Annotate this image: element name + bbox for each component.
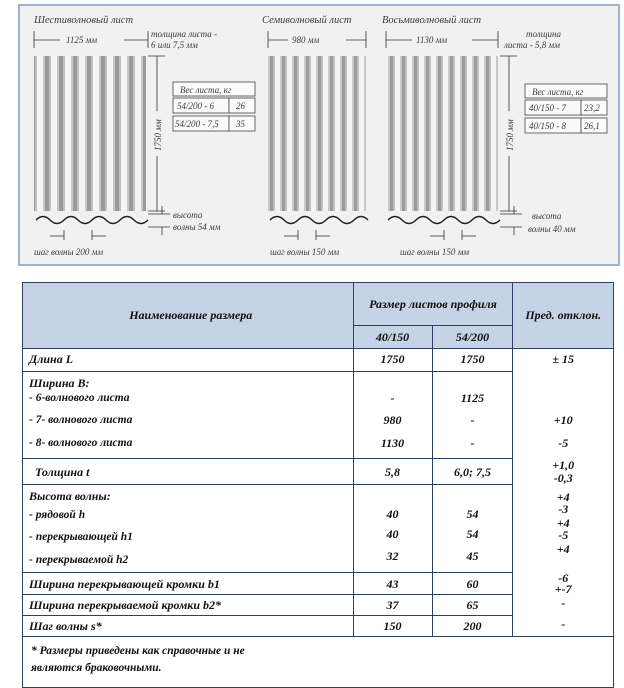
row-width-tol — [513, 372, 614, 459]
cell-text: 45 — [466, 549, 479, 563]
sheet2-wave-profile — [270, 217, 368, 224]
sheet2-image — [268, 56, 366, 211]
cell-text: Ширина перекрываемой кромки b2* — [29, 598, 222, 612]
row-length-name — [23, 349, 354, 372]
cell-text: - — [561, 616, 566, 631]
cell-text: 43 — [386, 576, 399, 591]
cell-text: 200 — [463, 619, 482, 633]
sheet1-weight-row2-value: 35 — [236, 119, 245, 129]
sheet-diagram — [20, 6, 622, 268]
row-thickness-tol — [513, 459, 614, 485]
header-col-a: 40/150 — [353, 326, 432, 349]
row-step-a — [353, 616, 432, 637]
sheet3-wave-profile — [388, 217, 500, 224]
cell-text: Ширина перекрывающей кромки b1 — [29, 576, 220, 591]
row-height-b — [432, 485, 513, 573]
cell-text: ± 15 — [552, 352, 575, 366]
table-row — [23, 459, 614, 485]
cell-text: +10 — [553, 412, 573, 427]
cell-text: Шаг волны s* — [29, 619, 102, 633]
header-tolerance: Пред. отклон. — [513, 283, 614, 349]
sheet1-wave-profile — [36, 217, 148, 224]
sheet1-weight-row1-type: 54/200 - 6 — [177, 101, 214, 111]
cell-text: Высота волны: — [29, 489, 111, 503]
row-step-name — [23, 616, 354, 637]
cell-text: 40 — [386, 507, 399, 521]
cell-text — [354, 376, 432, 391]
cell-text: 54 — [466, 527, 479, 541]
row-thickness-a — [353, 459, 432, 485]
sheet1-title: Шестиволновый лист — [34, 15, 134, 26]
footnote-line: * Размеры приведены как справочные и не — [31, 645, 245, 657]
profile-size-table — [22, 282, 614, 688]
row-step-b — [432, 616, 513, 637]
sheet1-step-label: шаг волны 200 мм — [34, 247, 104, 257]
cell-text: 40 — [386, 527, 399, 541]
row-length-tol — [513, 349, 614, 372]
row-height-name — [23, 485, 354, 573]
cell-text: - — [470, 436, 475, 450]
cell-text: -0,3 — [553, 470, 573, 485]
cell-text: -6 — [558, 570, 569, 585]
sheet3-length-label: 1750 мм — [505, 119, 515, 151]
sheet1-height-label-1: высота — [173, 210, 203, 220]
cell-text: -5 — [558, 527, 569, 542]
cell-text: 980 — [383, 413, 402, 427]
header-col-b: 54/200 — [432, 326, 513, 349]
cell-text: - перекрываемой h2 — [29, 554, 129, 566]
sheet1-weight-row2-type: 54/200 - 7,5 — [175, 119, 219, 129]
sheet1-thickness-label-2: 6 или 7,5 мм — [151, 40, 198, 50]
row-b2-a — [353, 595, 432, 616]
row-thickness-name — [23, 459, 354, 485]
row-height-tol — [513, 485, 614, 573]
cell-text — [513, 376, 613, 391]
sheet1-height-label-2: волны 54 мм — [173, 222, 221, 232]
cell-text — [433, 376, 513, 391]
cell-text: -5 — [558, 435, 569, 450]
cell-text: Ширина В: — [29, 376, 90, 390]
row-b1-b — [432, 573, 513, 595]
row-step-tol — [513, 616, 614, 637]
cell-text: Толщина t — [35, 464, 90, 479]
row-b2-name — [23, 595, 354, 616]
sheet1-weight-header: Вес листа, кг — [180, 85, 232, 95]
row-width-b — [432, 372, 513, 459]
footnote-line: являются браковочными. — [31, 662, 162, 674]
cell-text: +4 — [556, 489, 570, 504]
cell-text: - рядовой h — [29, 509, 86, 521]
cell-text: - 8- волнового листа — [29, 437, 133, 449]
table-row — [23, 573, 614, 595]
cell-text: 1125 — [460, 391, 485, 405]
cell-text: +-7 — [554, 581, 572, 596]
cell-text: 6,0; 7,5 — [453, 464, 491, 479]
row-b1-a — [353, 573, 432, 595]
cell-text: - 7- волнового листа — [29, 414, 133, 426]
cell-text: 32 — [386, 549, 399, 563]
table-row — [23, 595, 614, 616]
sheet3-weight-row1-value: 23,2 — [584, 103, 600, 113]
sheet3-height-label-1: высота — [532, 211, 562, 221]
sheet3-weight-header: Вес листа, кг — [532, 87, 584, 97]
row-b2-tol — [513, 595, 614, 616]
sheet3-thickness-label-1: толщина — [526, 29, 561, 39]
sheet3-weight-row2-type: 40/150 - 8 — [529, 121, 566, 131]
sheet3-thickness-label-2: листа - 5,8 мм — [504, 40, 561, 50]
sheet1-thickness-label-1: толщина листа - — [151, 29, 217, 39]
cell-text: - 6-волнового листа — [29, 392, 130, 404]
sheet3-title: Восьмиволновый лист — [382, 15, 482, 26]
cell-text — [433, 488, 513, 504]
row-height-a — [353, 485, 432, 573]
table-row — [23, 349, 614, 372]
row-width-a — [353, 372, 432, 459]
cell-text: +1,0 — [552, 457, 575, 472]
header-size-group: Размер листов профиля — [353, 283, 513, 326]
cell-text: 1750 — [380, 352, 405, 366]
cell-text: 5,8 — [385, 464, 400, 479]
row-b1-tol — [513, 570, 614, 596]
cell-text: 1130 — [380, 436, 405, 450]
sheet2-width-label: 980 мм — [292, 35, 320, 45]
cell-text: - — [470, 413, 475, 427]
cell-text: 54 — [466, 507, 479, 521]
header-name: Наименование размера — [23, 283, 354, 349]
cell-text: 150 — [383, 619, 402, 633]
sheet1-image — [34, 56, 146, 211]
row-thickness-b — [432, 459, 513, 485]
cell-text: - перекрывающей h1 — [29, 531, 133, 543]
sheet-diagram-panel — [18, 4, 620, 266]
sheet1-length-label: 1750 мм — [153, 119, 163, 151]
row-b1-name — [23, 573, 354, 595]
sheet3-width-label: 1130 мм — [416, 35, 448, 45]
cell-text: 1750 — [460, 352, 485, 366]
footnote — [23, 637, 614, 688]
cell-text — [513, 391, 613, 406]
sheet3-weight-row1-type: 40/150 - 7 — [529, 103, 566, 113]
table-header-row — [23, 283, 614, 326]
sheet3-height-label-2: волны 40 мм — [528, 224, 576, 234]
sheet3-step-label: шаг волны 150 мм — [400, 247, 470, 257]
cell-text: -3 — [558, 501, 569, 516]
sheet3-image — [386, 56, 498, 211]
table-row — [23, 485, 614, 573]
row-length-b — [432, 349, 513, 372]
row-b2-b — [432, 595, 513, 616]
cell-text — [354, 488, 432, 504]
cell-text: 65 — [466, 598, 479, 612]
sheet2-step-label: шаг волны 150 мм — [270, 247, 340, 257]
table-footnote-row — [23, 637, 614, 688]
table-row — [23, 616, 614, 637]
sheet1-width-label: 1125 мм — [66, 35, 98, 45]
table-row — [23, 372, 614, 459]
cell-text: - — [561, 595, 566, 610]
row-length-a — [353, 349, 432, 372]
cell-text: +4 — [556, 515, 570, 530]
cell-text: - — [390, 391, 395, 405]
row-width-name — [23, 372, 354, 459]
sheet3-weight-row2-value: 26,1 — [584, 121, 600, 131]
sheet2-title: Семиволновый лист — [262, 15, 352, 26]
cell-text: 37 — [386, 598, 399, 612]
cell-text: Длина L — [29, 352, 74, 366]
cell-text: +4 — [556, 541, 570, 556]
sheet1-weight-row1-value: 26 — [236, 101, 245, 111]
cell-text: 60 — [466, 576, 479, 591]
